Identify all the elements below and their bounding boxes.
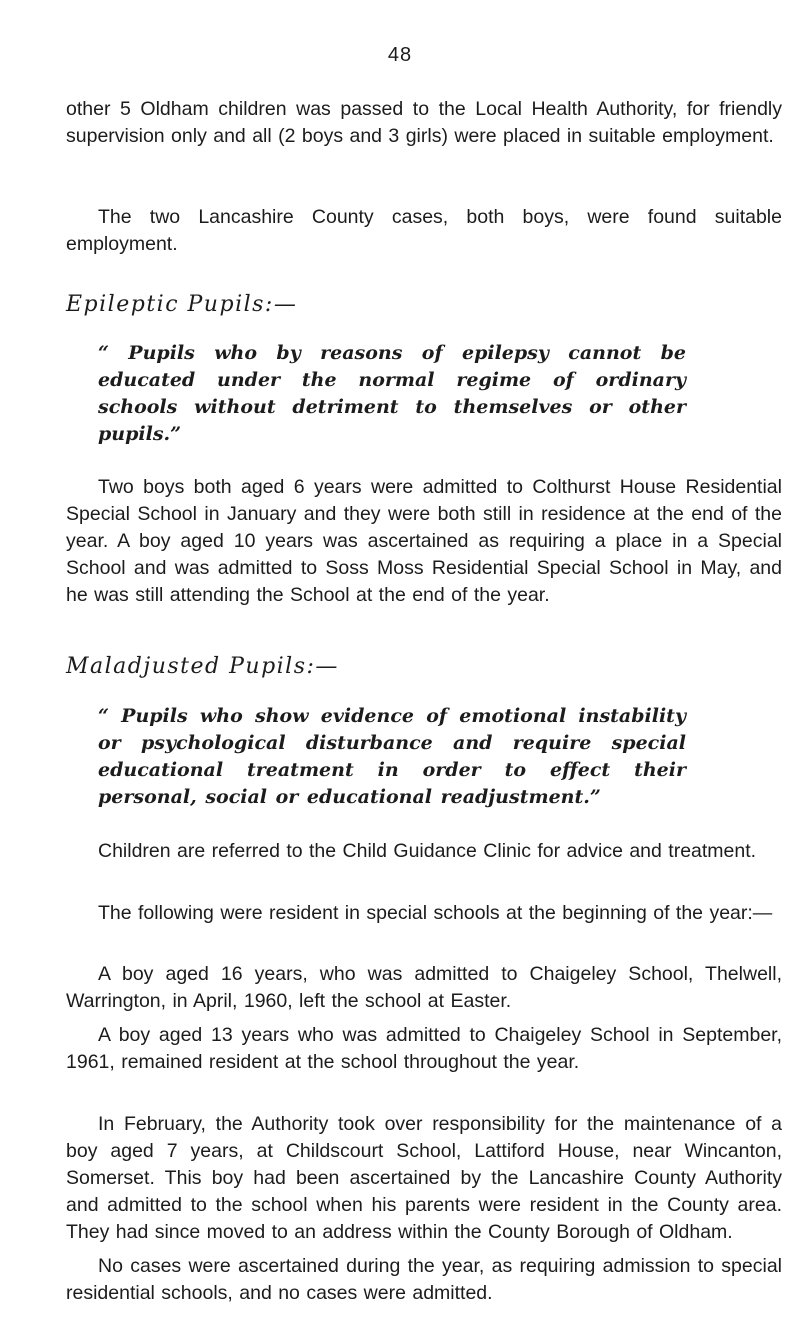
quote-epileptic-definition: “ Pupils who by reasons of epilepsy cannot be educated under the normal regime of ordinary schools without detriment to themselves or other pupils.” xyxy=(98,342,686,445)
paragraph-resident-beginning: The following were resident in special schools at the beginning of the year:— xyxy=(98,902,773,924)
paragraph-epileptic-admissions: Two boys both aged 6 years were admitted to Colthurst House Residential Special School in January and they were both still in residence at the end of the year. A boy aged 10 years was ascertained as requiring a place in a Special School and was admitted to Soss Moss Residential Special School in May, and he was still attending the School at the end of the year. xyxy=(66,476,782,606)
quote-maladjusted-definition: “ Pupils who show evidence of emotional instability or psychological disturbance and require special educational treatment in order to effect their personal, social or educational readjustment.” xyxy=(98,705,686,808)
paragraph-lancashire-cases: The two Lancashire County cases, both boys, were found suitable employment. xyxy=(66,206,782,255)
paragraph-no-cases: No cases were ascertained during the year, as requiring admission to special residential schools, and no cases were admitted. xyxy=(66,1255,782,1304)
paragraph-child-guidance: Children are referred to the Child Guidance Clinic for advice and treatment. xyxy=(98,840,757,862)
paragraph-local-health-authority: other 5 Oldham children was passed to the Local Health Authority, for friendly supervision only and all (2 boys and 3 girls) were placed in suitable employment. xyxy=(66,98,782,147)
heading-maladjusted-pupils: Maladjusted Pupils:— xyxy=(66,654,339,679)
heading-epileptic-pupils: Epileptic Pupils:— xyxy=(66,292,298,317)
paragraph-boy-aged-13: A boy aged 13 years who was admitted to Chaigeley School in September, 1961, remained resident at the school throughout the year. xyxy=(66,1024,782,1073)
paragraph-boy-aged-16: A boy aged 16 years, who was admitted to Chaigeley School, Thelwell, Warrington, in April, 1960, left the school at Easter. xyxy=(66,963,782,1012)
paragraph-boy-aged-7: In February, the Authority took over responsibility for the maintenance of a boy aged 7 years, at Childscourt School, Lattiford House, near Wincanton, Somerset. This boy had been ascertained by the Lancashire County Authority and admitted to the school when his parents were resident in the County area. They had since moved to an address within the County Borough of Oldham. xyxy=(66,1113,782,1243)
page-number: 48 xyxy=(387,44,413,66)
